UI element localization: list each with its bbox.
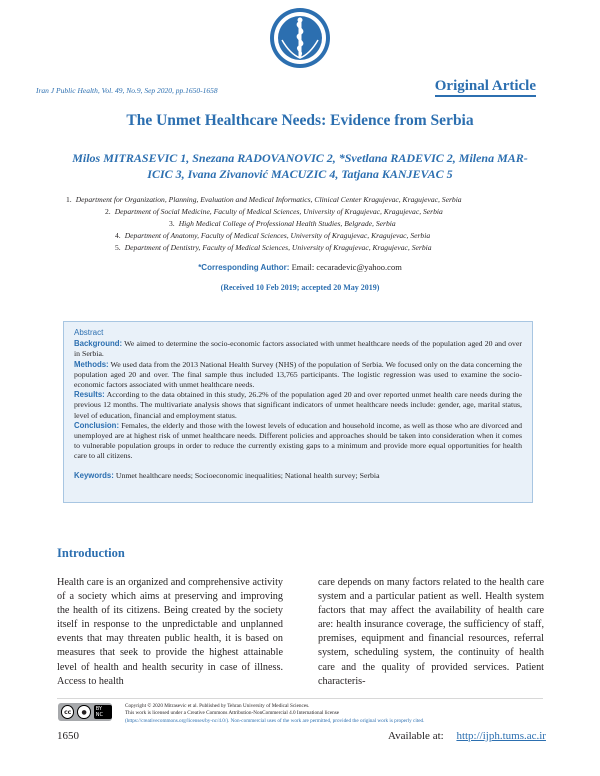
affiliation-item bbox=[169, 219, 396, 228]
license-url[interactable]: (https://creativecommons.org/licenses/by-nc/4.0/). Non-commercial uses of the work are permitted, provided the original work is properly cited. bbox=[125, 717, 425, 724]
corresponding-author bbox=[0, 262, 600, 272]
affiliation-text: Department of Anatomy, Faculty of Medical Sciences, University of Kragujevac, Kragujevac, Serbia bbox=[124, 231, 431, 240]
journal-citation: Iran J Public Health, Vol. 49, No.9, Sep 2020, pp.1650-1658 bbox=[36, 86, 218, 95]
author-line-2: ICIC 3, Ivana Zivanović MACUZIC 4, Tatjana KANJEVAC 5 bbox=[147, 167, 453, 181]
abstract-background bbox=[74, 339, 522, 359]
body-column-left: Health care is an organized and comprehensive activity of a society which aims at preserving and improving the health of its citizens. Being created by the society itself in response to the unpredictable and unplanned events that may threaten public health, it is based on measures that seek to provide the highest attainable level of health and health security in case of illness. Access to health bbox=[57, 577, 283, 687]
abstract-results bbox=[74, 390, 522, 421]
affiliation-text: Department of Dentistry, Faculty of Medical Sciences, University of Kragujevac, Kragujevac, Serbia bbox=[124, 243, 432, 252]
received-dates: (Received 10 Feb 2019; accepted 20 May 2019) bbox=[220, 283, 380, 292]
abstract-keywords bbox=[74, 471, 522, 481]
copyright-line: Copyright © 2020 Mitrasevic et al. Published by Tehran University of Medical Sciences. bbox=[125, 703, 310, 709]
abstract-title: Abstract bbox=[74, 328, 104, 337]
author-list bbox=[52, 150, 548, 182]
conclusion-text: Females, the elderly and those with the lowest levels of education and household income, as well as those who are divorced and unemployed are at highest risk of unmet healthcare needs. Different policies and approaches should be taken into consideration when it comes to vulnerable population groups in order to reduce the currently existing gaps to a minimum and provide more equal opportunities for health care to all citizens. bbox=[74, 420, 523, 461]
keywords-text: Unmet healthcare needs; Socioeconomic inequalities; National health survey; Serbia bbox=[115, 470, 380, 480]
by-nc-icon: BY NC bbox=[94, 705, 112, 719]
affiliation-number: 2. bbox=[105, 207, 111, 216]
background-label: Background: bbox=[74, 339, 123, 349]
availability bbox=[388, 730, 546, 742]
affiliation-number: 4. bbox=[115, 231, 121, 240]
affiliation-number: 1. bbox=[66, 195, 72, 204]
journal-url-link[interactable]: http://ijph.tums.ac.ir bbox=[456, 730, 546, 742]
abstract-methods bbox=[74, 360, 522, 391]
keywords-label: Keywords: bbox=[74, 470, 114, 480]
abstract-box bbox=[63, 321, 533, 503]
affiliation-text: High Medical College of Professional Health Studies, Belgrade, Serbia bbox=[178, 219, 396, 228]
results-label: Results: bbox=[74, 390, 105, 400]
affiliation-item bbox=[115, 231, 430, 240]
footer-divider bbox=[57, 698, 543, 699]
corresponding-author-label: *Corresponding Author: bbox=[198, 263, 290, 272]
page-number: 1650 bbox=[57, 730, 79, 742]
paper-title: The Unmet Healthcare Needs: Evidence from Serbia bbox=[126, 112, 474, 129]
conclusion-label: Conclusion: bbox=[74, 420, 120, 430]
attribution-icon: ● bbox=[77, 705, 90, 719]
body-column-right: care depends on many factors related to the health care system and a particular patient as well. Health system factors that may affect the availability of health care are: health insurance coverage, the sufficiency of staff, premises, equipment and financial resources, referral system, scheduling system, the continuity of health care and the quality of provided services. Patient characteris- bbox=[318, 577, 544, 687]
corresponding-email[interactable]: Email: cecaradevic@yahoo.com bbox=[291, 262, 402, 272]
affiliation-item bbox=[105, 207, 443, 216]
author-line-1: Milos MITRASEVIC 1, Snezana RADOVANOVIC 2, *Svetlana RADEVIC 2, Milena MAR- bbox=[72, 151, 528, 165]
affiliation-number: 5. bbox=[115, 243, 121, 252]
affiliation-text: Department of Social Medicine, Faculty of Medical Sciences, University of Kragujevac, Kragujevac, Serbia bbox=[114, 207, 443, 216]
journal-logo bbox=[268, 6, 332, 70]
license-line: This work is licensed under a Creative Commons Attribution-NonCommercial 4.0 International license bbox=[125, 710, 340, 717]
section-heading-introduction: Introduction bbox=[57, 546, 125, 560]
creative-commons-badge[interactable] bbox=[58, 703, 112, 721]
methods-text: We used data from the 2013 National Health Survey (NHS) of the population of Serbia. We focused only on the data concerning the population aged 20 and over. The final sample thus included 13,765 participants. The logistic regression was used to examine the socio-economic factors associated with unmet healthcare needs. bbox=[74, 359, 522, 390]
affiliation-item bbox=[66, 195, 462, 204]
article-type-label: Original Article bbox=[434, 78, 536, 94]
abstract-conclusion bbox=[74, 421, 522, 462]
results-text: According to the data obtained in this study, 26.2% of the population aged 20 and over reported unmet health care needs during the previous 12 months. The multivariate analysis shows that significant indicators of unmet healthcare needs include: gender, age, marital status, level of education, financial and employment status. bbox=[74, 390, 522, 420]
affiliation-text: Department for Organization, Planning, Evaluation and Medical Informatics, Clinical Center Kragujevac, Kragujevac, Serbia bbox=[75, 195, 462, 204]
cc-icon: cc bbox=[61, 705, 74, 719]
background-text: We aimed to determine the socio-economic factors associated with unmet healthcare needs of the population aged 20 and over in Serbia. bbox=[74, 339, 523, 359]
affiliation-item bbox=[115, 243, 432, 252]
license-text bbox=[125, 703, 424, 725]
affiliation-number: 3. bbox=[169, 219, 175, 228]
methods-label: Methods: bbox=[74, 359, 109, 369]
available-label: Available at: bbox=[388, 730, 444, 742]
